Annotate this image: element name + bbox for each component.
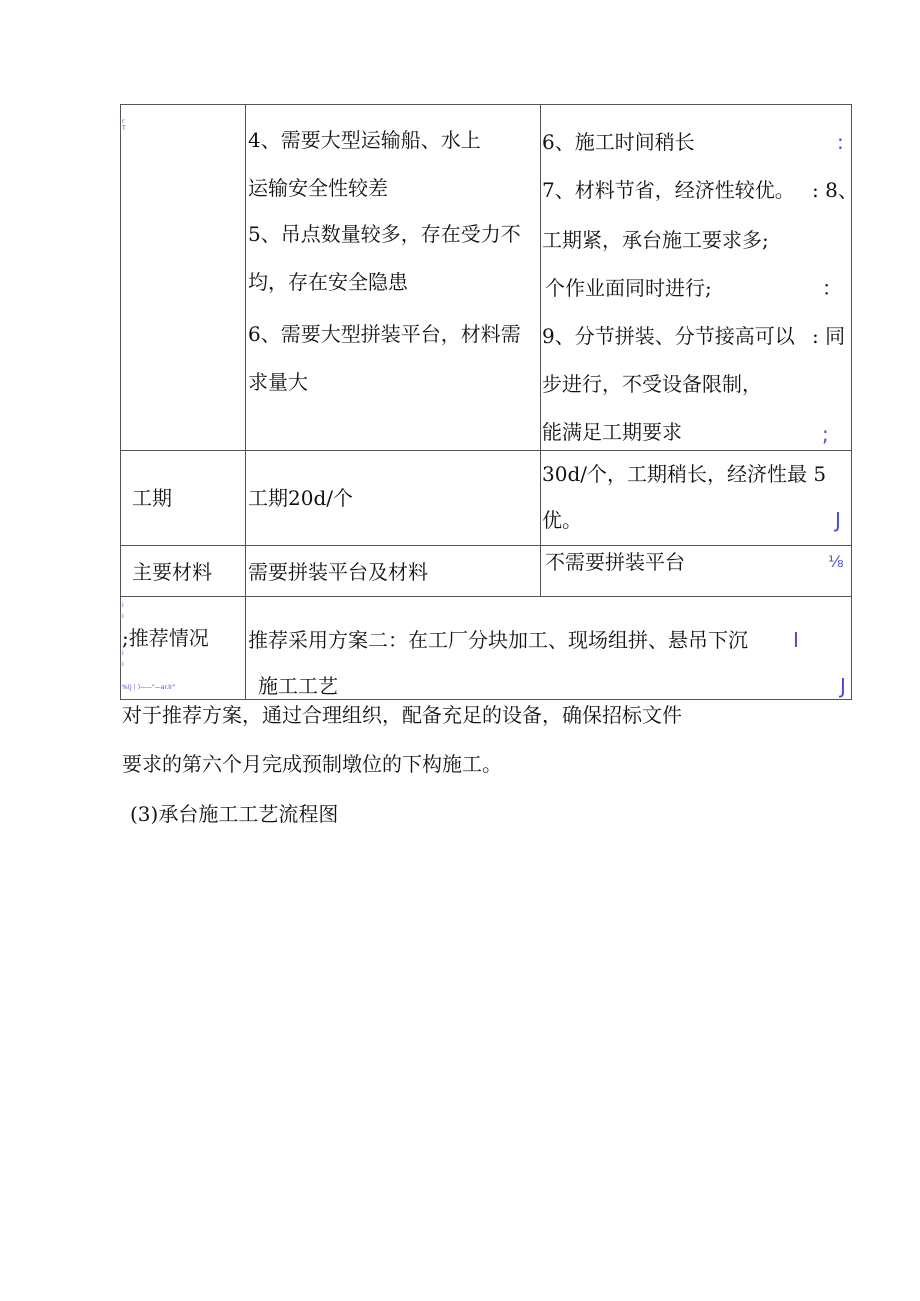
cell-text: 4、需要大型运输船、水上 xyxy=(248,128,481,152)
cell-text: 7、材料节省，经济性较优。 xyxy=(542,178,795,202)
cell-mark: ; xyxy=(822,422,829,446)
cell-text: 30d/个，工期稍长，经济性最 5 xyxy=(542,462,827,486)
cell-text: 推荐采用方案二：在工厂分块加工、现场组拼、悬吊下沉 xyxy=(248,628,748,652)
cell-mark: J xyxy=(835,508,841,532)
cell-text: 需要拼装平台及材料 xyxy=(248,560,428,584)
cell-text: 5、吊点数量较多，存在受力不 xyxy=(248,222,521,246)
body-paragraph: 要求的第六个月完成预制墩位的下构施工。 xyxy=(122,752,502,776)
cell-text: 不需要拼装平台 xyxy=(545,550,685,574)
cell-mark: : 同 xyxy=(812,324,846,348)
cell-mark: i xyxy=(122,661,124,668)
cell-text: 工期紧，承台施工要求多; xyxy=(542,228,769,252)
table-row-divider xyxy=(120,596,852,597)
cell-mark: J xyxy=(840,674,846,698)
cell-text: 施工工艺 xyxy=(258,674,338,698)
table-border-left xyxy=(120,104,121,700)
row-label: 工期 xyxy=(132,486,172,510)
cell-mark: r xyxy=(122,118,125,125)
cell-text: 个作业面同时进行; xyxy=(545,276,712,300)
table-row-divider xyxy=(120,450,852,451)
row-label: 主要材料 xyxy=(132,560,212,584)
cell-mark: T xyxy=(122,125,126,132)
cell-mark: : xyxy=(837,130,844,154)
table-border-bottom xyxy=(120,699,852,700)
cell-text: 能满足工期要求 xyxy=(542,420,682,444)
cell-footnote: %(j丨)——"—ar.lr" xyxy=(122,684,176,691)
cell-text: 步进行，不受设备限制， xyxy=(542,372,762,396)
cell-mark: ： xyxy=(822,276,842,300)
table-column-divider xyxy=(245,104,246,700)
cell-mark: i xyxy=(122,613,124,620)
cell-text: 6、施工时间稍长 xyxy=(542,130,695,154)
cell-mark: ⅛ xyxy=(828,552,844,571)
table-border-top xyxy=(120,104,852,105)
cell-text: 均，存在安全隐患 xyxy=(248,270,408,294)
row-label: ;推荐情况 xyxy=(122,626,209,650)
cell-mark: i xyxy=(122,602,124,609)
cell-mark: : 8、 xyxy=(812,178,858,202)
cell-text: 9、分节拼装、分节接高可以 xyxy=(542,324,795,348)
cell-mark: i xyxy=(122,650,124,657)
cell-text: 运输安全性较差 xyxy=(248,176,388,200)
table-row-divider xyxy=(120,545,852,546)
cell-mark: I xyxy=(793,628,799,652)
body-paragraph: 对于推荐方案，通过合理组织，配备充足的设备，确保招标文件 xyxy=(122,703,682,727)
cell-text: 工期20d/个 xyxy=(248,486,353,510)
cell-text: 6、需要大型拼装平台，材料需 xyxy=(248,322,521,346)
cell-text: 优。 xyxy=(542,508,582,532)
table-column-divider xyxy=(540,104,541,597)
cell-text: 求量大 xyxy=(248,370,308,394)
section-heading: (3)承台施工工艺流程图 xyxy=(130,802,339,826)
